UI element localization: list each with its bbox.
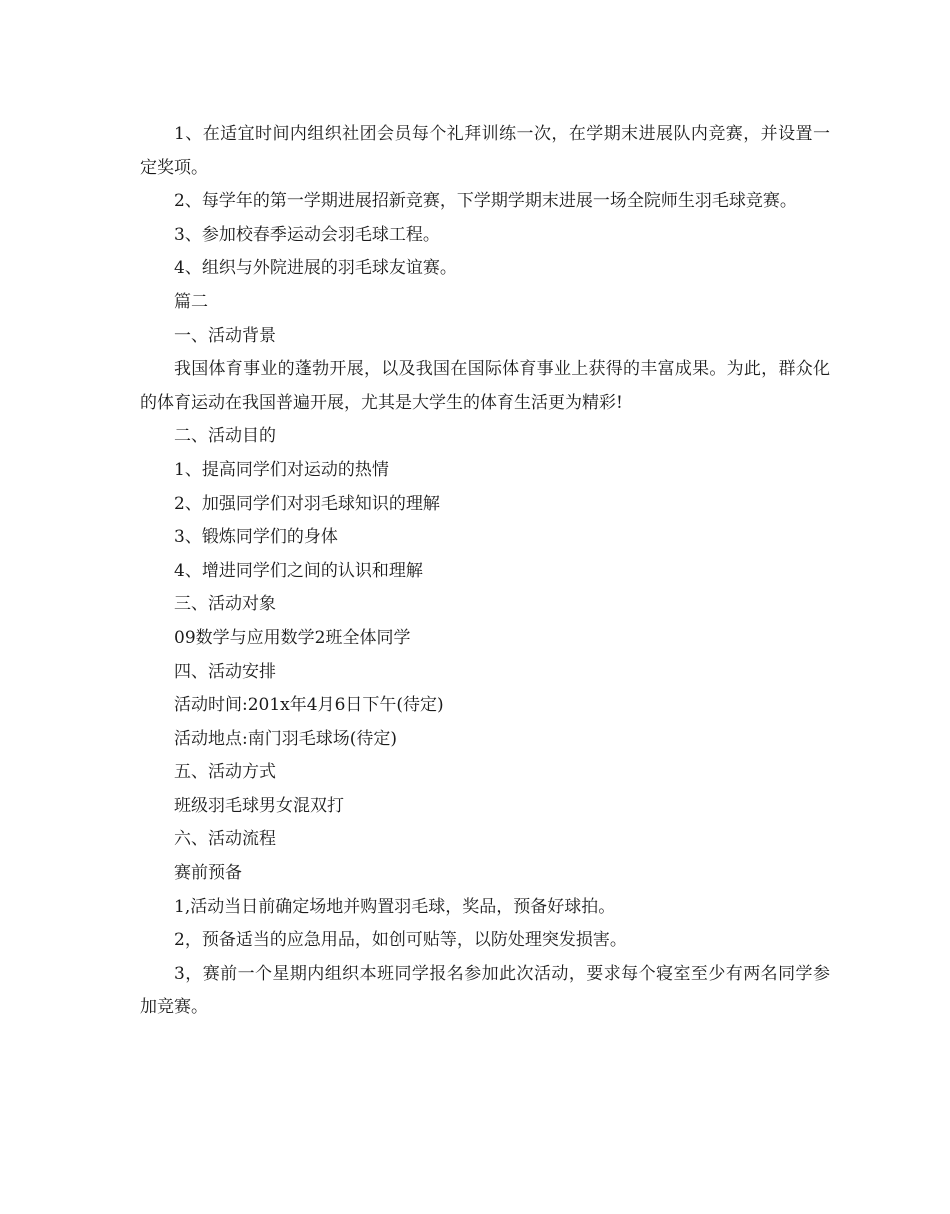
- heading-arrangement: 四、活动安排: [174, 661, 276, 682]
- heading-format: 五、活动方式: [174, 762, 276, 783]
- paragraph-plan-item-2: 2、每学年的第一学期进展招新竞赛，下学期学期末进展一场全院师生羽毛球竞赛。: [174, 191, 797, 212]
- preparation-item-3: 3，赛前一个星期内组织本班同学报名参加此次活动，要求每个寝室至少有两名同学参加竞赛。: [140, 963, 830, 1018]
- purpose-item-4: 4、增进同学们之间的认识和理解: [174, 560, 423, 581]
- heading-purpose: 二、活动目的: [174, 426, 276, 447]
- subheading-preparation: 赛前预备: [174, 863, 242, 884]
- heading-participants: 三、活动对象: [174, 594, 276, 615]
- arrangement-location: 活动地点:南门羽毛球场(待定): [174, 728, 397, 749]
- preparation-item-1: 1,活动当日前确定场地并购置羽毛球，奖品，预备好球拍。: [174, 896, 616, 917]
- heading-background: 一、活动背景: [174, 325, 276, 346]
- paragraph-background: 我国体育事业的蓬勃开展，以及我国在国际体育事业上获得的丰富成果。为此，群众化的体育运动在我国普遍开展，尤其是大学生的体育生活更为精彩!: [140, 359, 830, 413]
- paragraph-participants: 09数学与应用数学2班全体同学: [174, 627, 411, 648]
- document-body: [140, 118, 830, 1025]
- paragraph-format: 班级羽毛球男女混双打: [174, 795, 344, 816]
- heading-process: 六、活动流程: [174, 829, 276, 850]
- arrangement-time: 活动时间:201x年4月6日下午(待定): [174, 695, 444, 716]
- paragraph-plan-item-3: 3、参加校春季运动会羽毛球工程。: [174, 224, 440, 245]
- purpose-item-3: 3、锻炼同学们的身体: [174, 527, 338, 548]
- section-title-part-two: 篇二: [174, 291, 208, 312]
- paragraph-plan-item-4: 4、组织与外院进展的羽毛球友谊赛。: [174, 258, 457, 279]
- purpose-item-1: 1、提高同学们对运动的热情: [174, 459, 389, 480]
- paragraph-plan-item-1: 1、在适宜时间内组织社团会员每个礼拜训练一次，在学期末进展队内竞赛，并设置一定奖项。: [140, 124, 830, 178]
- purpose-item-2: 2、加强同学们对羽毛球知识的理解: [174, 493, 440, 514]
- preparation-item-2: 2，预备适当的应急用品，如创可贴等，以防处理突发损害。: [174, 930, 627, 951]
